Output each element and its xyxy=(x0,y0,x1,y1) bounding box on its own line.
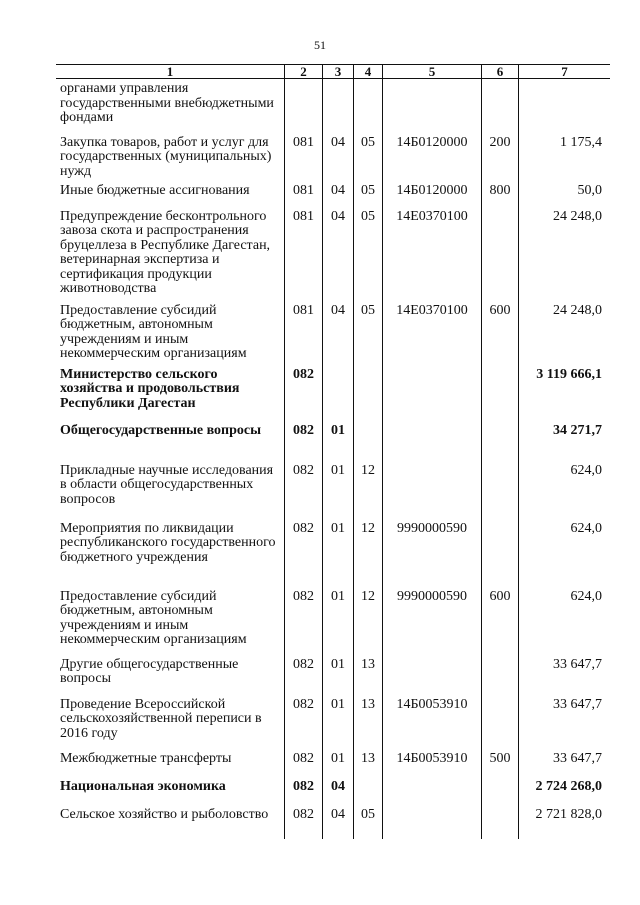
col5-cell xyxy=(383,461,482,519)
col4-cell: 05 xyxy=(354,207,383,301)
col3-cell: 01 xyxy=(323,421,354,461)
table-row xyxy=(56,421,610,461)
page-number: 51 xyxy=(314,38,326,52)
col4-cell xyxy=(354,79,383,133)
col7-cell: 33 647,7 xyxy=(519,655,611,695)
col4-cell: 12 xyxy=(354,461,383,519)
col4-cell xyxy=(354,365,383,421)
row-name-cell: Предупреждение бесконтрольного завоза скота и распространения бруцеллеза в Республике Дагестан, ветеринарная экспертиза и сертификация продукции животноводства xyxy=(60,208,271,296)
col2-cell: 082 xyxy=(285,695,323,749)
col3-cell: 01 xyxy=(323,461,354,519)
header-col-5: 5 xyxy=(383,65,482,79)
col3-cell xyxy=(323,365,354,421)
col4-cell: 12 xyxy=(354,519,383,587)
col7-cell: 33 647,7 xyxy=(519,749,611,777)
table-row xyxy=(56,777,610,805)
col4-cell: 13 xyxy=(354,695,383,749)
col5-cell xyxy=(383,655,482,695)
col2-cell: 082 xyxy=(285,365,323,421)
table-row xyxy=(56,655,610,695)
col7-cell: 24 248,0 xyxy=(519,207,611,301)
col2-cell: 082 xyxy=(285,805,323,839)
col4-cell: 05 xyxy=(354,301,383,365)
col6-cell xyxy=(482,207,519,301)
col3-cell: 04 xyxy=(323,301,354,365)
col6-cell xyxy=(482,365,519,421)
table-row xyxy=(56,805,610,839)
col5-cell: 9990000590 xyxy=(383,587,482,655)
col7-cell: 624,0 xyxy=(519,461,611,519)
table-row xyxy=(56,749,610,777)
row-name-cell: Проведение Всероссийской сельскохозяйственной переписи в 2016 году xyxy=(60,696,262,741)
row-name-cell: Мероприятия по ликвидации республиканского государственного бюджетного учреждения xyxy=(60,520,276,565)
table-row xyxy=(56,133,610,181)
col2-cell: 082 xyxy=(285,421,323,461)
col4-cell: 13 xyxy=(354,655,383,695)
row-name-cell: Национальная экономика xyxy=(60,778,226,794)
col6-cell xyxy=(482,421,519,461)
table-row xyxy=(56,587,610,655)
col5-cell xyxy=(383,805,482,839)
col6-cell: 500 xyxy=(482,749,519,777)
col6-cell xyxy=(482,655,519,695)
col5-cell xyxy=(383,777,482,805)
header-col-4: 4 xyxy=(354,65,383,79)
col7-cell: 50,0 xyxy=(519,181,611,207)
row-name-cell: Другие общегосударственные вопросы xyxy=(60,656,239,686)
col2-cell: 082 xyxy=(285,749,323,777)
table-row xyxy=(56,461,610,519)
col3-cell: 04 xyxy=(323,133,354,181)
col6-cell xyxy=(482,805,519,839)
col2-cell: 082 xyxy=(285,777,323,805)
row-name-cell: органами управления государственными внебюджетными фондами xyxy=(60,81,274,125)
col6-cell: 800 xyxy=(482,181,519,207)
col3-cell: 01 xyxy=(323,587,354,655)
col3-cell: 04 xyxy=(323,805,354,839)
col4-cell: 05 xyxy=(354,133,383,181)
row-name-cell: Закупка товаров, работ и услуг для государственных (муниципальных) нужд xyxy=(60,134,272,179)
header-col-6: 6 xyxy=(482,65,519,79)
col2-cell: 081 xyxy=(285,181,323,207)
col5-cell xyxy=(383,421,482,461)
row-name-cell: Министерство сельского хозяйства и продовольствия Республики Дагестан xyxy=(60,366,240,411)
col5-cell: 14Е0370100 xyxy=(383,301,482,365)
col5-cell: 14Б0053910 xyxy=(383,749,482,777)
col2-cell: 081 xyxy=(285,207,323,301)
col3-cell: 01 xyxy=(323,519,354,587)
col6-cell xyxy=(482,519,519,587)
col6-cell xyxy=(482,79,519,133)
col2-cell: 082 xyxy=(285,461,323,519)
col3-cell: 04 xyxy=(323,207,354,301)
col3-cell: 04 xyxy=(323,777,354,805)
col7-cell: 624,0 xyxy=(519,587,611,655)
col3-cell xyxy=(323,79,354,133)
col4-cell: 05 xyxy=(354,181,383,207)
col5-cell xyxy=(383,79,482,133)
col5-cell: 9990000590 xyxy=(383,519,482,587)
table-header-row xyxy=(56,65,610,79)
row-name-cell: Сельское хозяйство и рыболовство xyxy=(60,806,269,822)
table-row xyxy=(56,695,610,749)
col4-cell: 13 xyxy=(354,749,383,777)
col6-cell: 200 xyxy=(482,133,519,181)
col2-cell xyxy=(285,79,323,133)
col6-cell xyxy=(482,777,519,805)
table-row xyxy=(56,79,610,133)
row-name-cell: Межбюджетные трансферты xyxy=(60,750,232,766)
col2-cell: 082 xyxy=(285,587,323,655)
col7-cell: 34 271,7 xyxy=(519,421,611,461)
col3-cell: 01 xyxy=(323,655,354,695)
table-row xyxy=(56,207,610,301)
col7-cell xyxy=(519,79,611,133)
row-name-cell: Предоставление субсидий бюджетным, автономным учреждениям и иным некоммерческим организациям xyxy=(60,302,247,361)
col2-cell: 081 xyxy=(285,133,323,181)
header-col-3: 3 xyxy=(323,65,354,79)
budget-table xyxy=(56,64,610,839)
col6-cell xyxy=(482,695,519,749)
row-name-cell: Общегосударственные вопросы xyxy=(60,422,262,438)
header-col-7: 7 xyxy=(519,65,611,79)
col2-cell: 082 xyxy=(285,655,323,695)
row-name-cell: Прикладные научные исследования в области общегосударственных вопросов xyxy=(60,462,274,507)
table-row xyxy=(56,519,610,587)
col6-cell: 600 xyxy=(482,301,519,365)
col7-cell: 2 724 268,0 xyxy=(519,777,611,805)
col4-cell xyxy=(354,421,383,461)
table-body xyxy=(56,79,610,839)
col4-cell: 05 xyxy=(354,805,383,839)
col2-cell: 081 xyxy=(285,301,323,365)
col5-cell: 14Б0120000 xyxy=(383,181,482,207)
col6-cell: 600 xyxy=(482,587,519,655)
col3-cell: 04 xyxy=(323,181,354,207)
col5-cell xyxy=(383,365,482,421)
col7-cell: 1 175,4 xyxy=(519,133,611,181)
col7-cell: 24 248,0 xyxy=(519,301,611,365)
table-row xyxy=(56,301,610,365)
col7-cell: 3 119 666,1 xyxy=(519,365,611,421)
col3-cell: 01 xyxy=(323,749,354,777)
col5-cell: 14Б0120000 xyxy=(383,133,482,181)
col7-cell: 33 647,7 xyxy=(519,695,611,749)
col7-cell: 624,0 xyxy=(519,519,611,587)
header-col-2: 2 xyxy=(285,65,323,79)
header-col-1: 1 xyxy=(56,65,285,79)
col7-cell: 2 721 828,0 xyxy=(519,805,611,839)
col3-cell: 01 xyxy=(323,695,354,749)
col5-cell: 14Е0370100 xyxy=(383,207,482,301)
col6-cell xyxy=(482,461,519,519)
row-name-cell: Предоставление субсидий бюджетным, автономным учреждениям и иным некоммерческим организациям xyxy=(60,588,247,647)
table-row xyxy=(56,181,610,207)
row-name-cell: Иные бюджетные ассигнования xyxy=(60,182,250,198)
col4-cell: 12 xyxy=(354,587,383,655)
col5-cell: 14Б0053910 xyxy=(383,695,482,749)
table-row xyxy=(56,365,610,421)
col2-cell: 082 xyxy=(285,519,323,587)
col4-cell xyxy=(354,777,383,805)
